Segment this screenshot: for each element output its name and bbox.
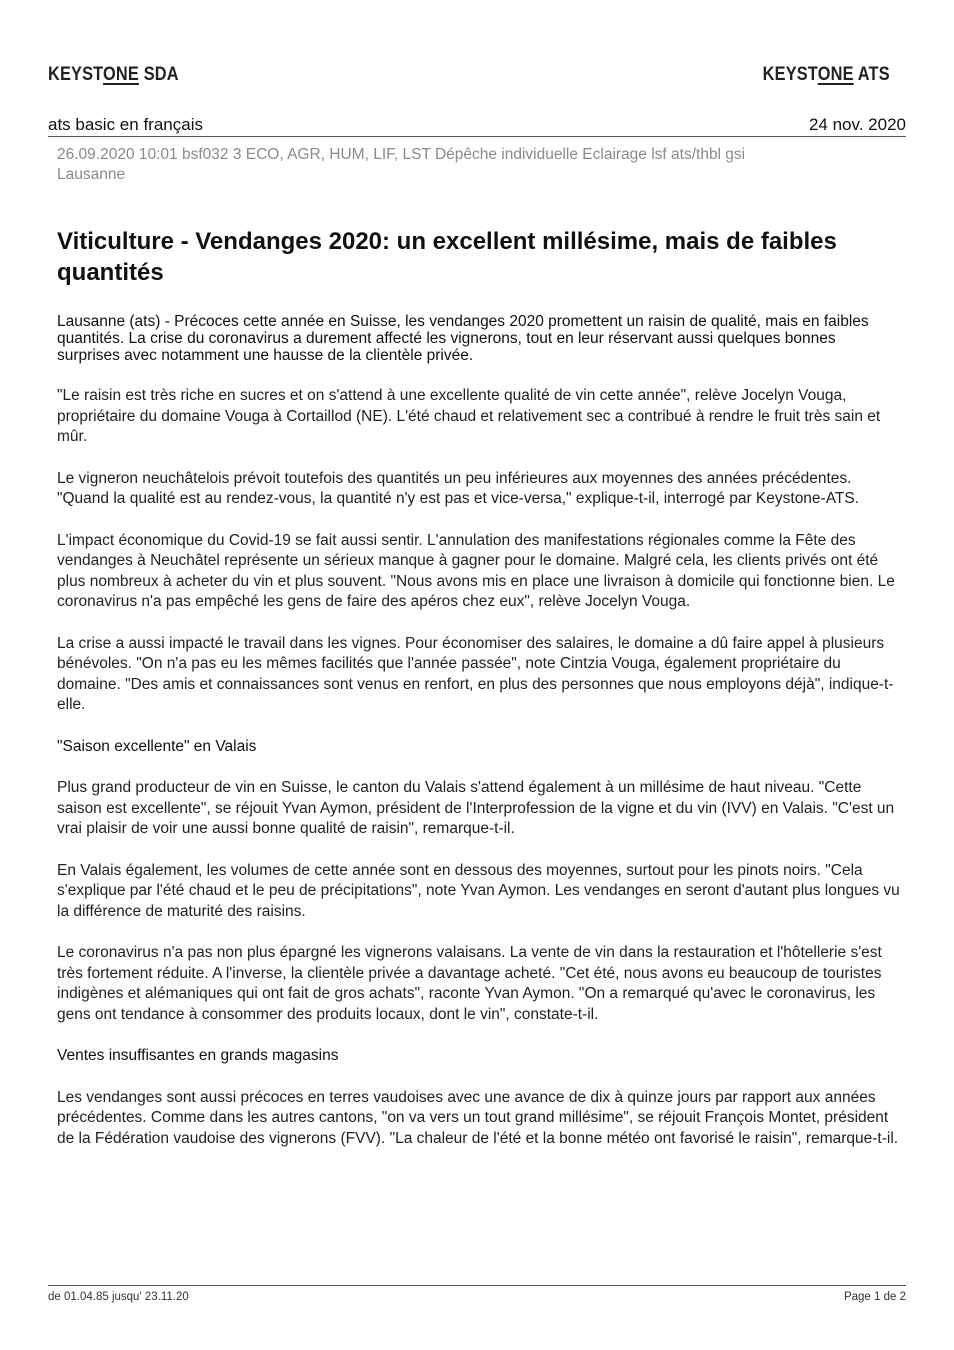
keystone-sda-logo: KEYSTONE SDA [48, 64, 179, 85]
metadata-line: 26.09.2020 10:01 bsf032 3 ECO, AGR, HUM, LIF, LST Dépêche individuelle Eclairage lsf ats/thbl gsi [57, 146, 746, 163]
subheading: Ventes insuffisantes en grands magasins [57, 1047, 339, 1064]
paragraph: L'impact économique du Covid-19 se fait aussi sentir. L'annulation des manifestations régionales comme la Fête des vendanges à Neuchâtel représente un sérieux manque à gagner pour le domaine. Malgré cela, les clients privés ont été plus nombreux à acheter du vin et plus souvent. "Nous avons mis en place une livraison à domicile qui fonctionne bien. Le coronavirus n'a pas empêché les gens de faire des apéros chez eux", relève Jocelyn Vouga. [57, 531, 895, 610]
paragraph: La crise a aussi impacté le travail dans les vignes. Pour économiser des salaires, le domaine a dû faire appel à plusieurs bénévoles. "On n'a pas eu les mêmes facilités que l'année passée", note Cintzia Vouga, également propriétaire du domaine. "Des amis et connaissances sont venus en renfort, en plus des personnes que nous employons déjà", indique-t-elle. [57, 634, 894, 713]
paragraph: Les vendanges sont aussi précoces en terres vaudoises avec une avance de dix à quinze jours par rapport aux années précédentes. Comme dans les autres cantons, "on va vers un tout grand millésime", se réjouit François Montet, président de la Fédération vaudoise des vignerons (FVV). "La chaleur de l'été et la bonne météo ont favorisé le raisin", remarque-t-il. [57, 1088, 899, 1147]
article-body [57, 386, 907, 1170]
paragraph: Le coronavirus n'a pas non plus épargné les vignerons valaisans. La vente de vin dans la restauration et l'hôtellerie s'est très fortement réduite. A l'inverse, la clientèle privée a davantage acheté. "Cet été, nous avons eu beaucoup de touristes indigènes et alémaniques qui ont fait de gros achats", raconte Yvan Aymon. "On a remarqué qu'avec le coronavirus, les gens ont tendance à consommer des produits locaux, dont le vin", constate-t-il. [57, 944, 882, 1023]
keystone-ats-logo: KEYSTONE ATS [762, 64, 890, 85]
date-range: de 01.04.85 jusqu' 23.11.20 [48, 1291, 189, 1303]
paragraph: En Valais également, les volumes de cette année sont en dessous des moyennes, surtout pour les pinots noirs. "Cela s'explique par l'été chaud et le peu de précipitations", note Yvan Aymon. Les vendanges en seront d'autant plus longues vu la différence de maturité des raisins. [57, 861, 900, 920]
article-lead: Lausanne (ats) - Précoces cette année en Suisse, les vendanges 2020 promettent un raisin de qualité, mais en faibles quantités. La crise du coronavirus a durement affecté les vignerons, tout en leur réservant aussi quelques bonnes surprises avec notamment une hausse de la clientèle privée. [57, 313, 869, 364]
header-bar [48, 114, 906, 137]
paragraph: "Le raisin est très riche en sucres et on s'attend à une excellente qualité de vin cette année", relève Jocelyn Vouga, propriétaire du domaine Vouga à Cortaillod (NE). L'été chaud et relativement sec a contribué à rendre le fruit très sain et mûr. [57, 387, 881, 445]
article-headline: Viticulture - Vendanges 2020: un excellent millésime, mais de faibles quantités [57, 228, 837, 286]
paragraph: Le vigneron neuchâtelois prévoit toutefois des quantités un peu inférieures aux moyennes des années précédentes. "Quand la qualité est au rendez-vous, la quantité n'y est pas et vice-versa," explique-t-il, interrogé par Keystone-ATS. [57, 469, 860, 507]
page-number: Page 1 de 2 [843, 1291, 906, 1303]
service-name: ats basic en français [48, 115, 203, 134]
paragraph: Plus grand producteur de vin en Suisse, le canton du Valais s'attend également à un millésime de haut niveau. "Cette saison est excellente", se réjouit Yvan Aymon, président de l'Interprofession de la vigne et du vin (IVV) en Valais. "C'est un vrai plaisir de voir une aussi bonne qualité de raisin", remarque-t-il. [57, 779, 895, 837]
header-date: 24 nov. 2020 [808, 115, 906, 134]
page-footer [48, 1285, 906, 1303]
metadata-location: Lausanne [57, 166, 126, 183]
subheading: "Saison excellente" en Valais [57, 737, 257, 755]
dispatch-metadata [57, 145, 877, 185]
